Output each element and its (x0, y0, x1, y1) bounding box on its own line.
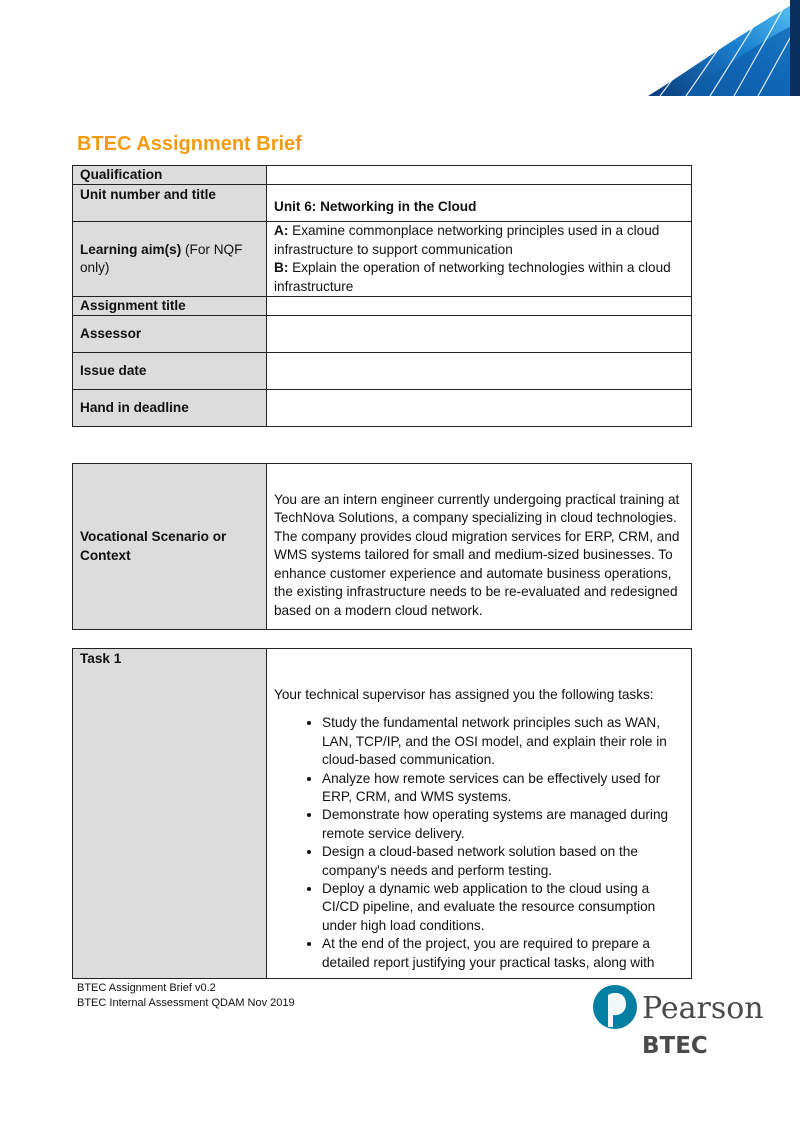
task-1-intro: Your technical supervisor has assigned you the following tasks: (274, 687, 654, 702)
list-item: • Demonstrate how operating systems are managed during remote service delivery. (322, 806, 684, 843)
learning-aims-label-note: (For NQF only) (80, 241, 243, 276)
learning-aims-label (73, 222, 267, 297)
list-item: • At the end of the project, you are required to prepare a detailed report justifying your practical tasks, along with (322, 935, 684, 972)
unit-value: Unit 6: Networking in the Cloud (267, 185, 692, 222)
learning-aim-a (274, 222, 684, 259)
learning-aims-label-bold: Learning aim(s) (80, 241, 182, 257)
learning-aims-value (267, 222, 692, 297)
footer-qdam: BTEC Internal Assessment QDAM Nov 2019 (77, 997, 295, 1009)
list-item: • Design a cloud-based network solution based on the company's needs and perform testing. (322, 843, 684, 880)
pearson-btec-logo (592, 980, 764, 1059)
qualification-row (73, 166, 692, 185)
deadline-label: Hand in deadline (73, 390, 267, 427)
learning-aim-b-text: Explain the operation of networking technologies within a cloud infrastructure (274, 260, 671, 294)
qualification-label: Qualification (73, 166, 267, 185)
scenario-label: Vocational Scenario or Context (73, 464, 267, 630)
task-1-table (72, 648, 692, 979)
task-1-row (73, 649, 692, 979)
issue-date-label: Issue date (73, 353, 267, 390)
learning-aim-b (274, 259, 684, 296)
unit-label: Unit number and title (73, 185, 267, 222)
deadline-row (73, 390, 692, 427)
task-1-label: Task 1 (73, 649, 267, 979)
assessor-row (73, 316, 692, 353)
assignment-title-label: Assignment title (73, 297, 267, 316)
assessor-label: Assessor (73, 316, 267, 353)
task-1-content (267, 649, 692, 979)
page-title: BTEC Assignment Brief (77, 133, 302, 155)
learning-aim-a-text: Examine commonplace networking principles used in a cloud infrastructure to support communication (274, 223, 660, 257)
assessor-value (267, 316, 692, 353)
learning-aim-b-key: B: (274, 260, 289, 276)
issue-date-value (267, 353, 692, 390)
learning-aim-a-key: A: (274, 223, 289, 239)
assignment-title-value (267, 297, 692, 316)
btec-wordmark: BTEC (642, 1033, 708, 1059)
scenario-table (72, 463, 692, 630)
scenario-row (73, 464, 692, 630)
learning-aims-row (73, 222, 692, 297)
issue-date-row (73, 353, 692, 390)
list-item: • Deploy a dynamic web application to the cloud using a CI/CD pipeline, and evaluate the resource consumption under high load conditions. (322, 880, 684, 935)
qualification-value (267, 166, 692, 185)
unit-row (73, 185, 692, 222)
page-footer (77, 981, 295, 1011)
assignment-title-row (73, 297, 692, 316)
pearson-wordmark: Pearson (642, 991, 764, 1026)
deadline-value (267, 390, 692, 427)
list-item: • Analyze how remote services can be effectively used for ERP, CRM, and WMS systems. (322, 770, 684, 807)
header-corner-graphic (640, 0, 800, 96)
list-item: • Study the fundamental network principles such as WAN, LAN, TCP/IP, and the OSI model, and explain their role in cloud-based communication. (322, 714, 684, 769)
scenario-text: You are an intern engineer currently undergoing practical training at TechNova Solutions, a company specializing in cloud technologies. The company provides cloud migration services for ERP, CRM, and WMS systems tailored for small and medium-sized businesses. To enhance customer experience and automate business operations, the existing infrastructure needs to be re-evaluated and redesigned based on a modern cloud network. (267, 464, 692, 630)
assignment-details-table (72, 165, 692, 427)
footer-version: BTEC Assignment Brief v0.2 (77, 982, 216, 994)
task-1-list (274, 714, 684, 972)
